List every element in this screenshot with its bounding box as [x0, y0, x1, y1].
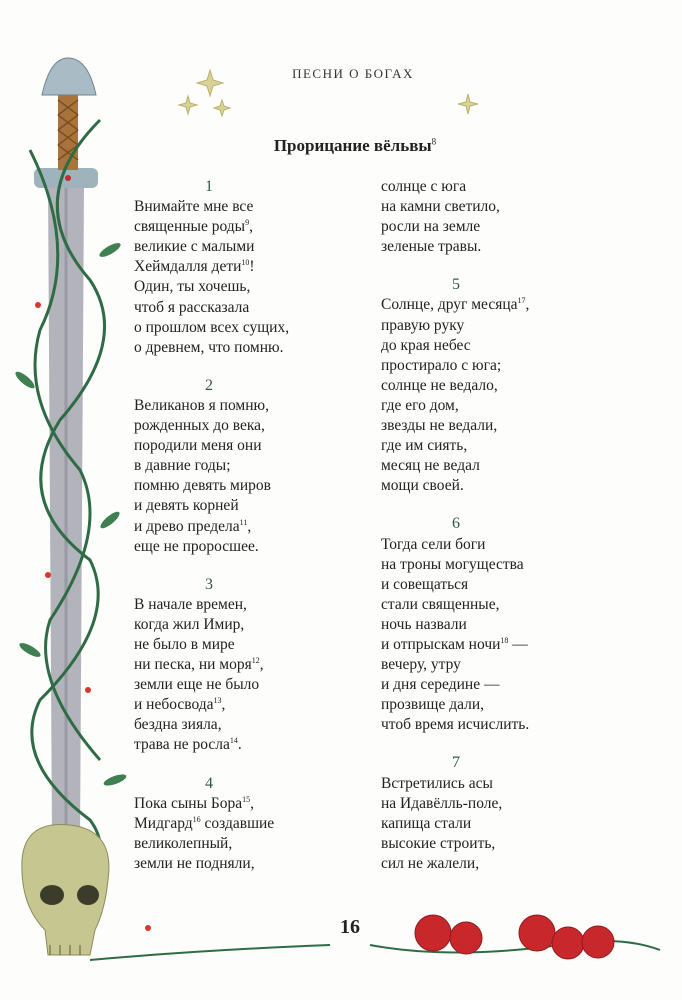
- verse-line: [381, 854, 581, 874]
- verse-line: [134, 436, 334, 456]
- verse-text: Пока сыны Бора: [134, 794, 243, 812]
- running-header: ПЕСНИ О БОГАХ: [292, 66, 414, 81]
- stanza: [134, 177, 334, 358]
- verse-line: [381, 635, 581, 655]
- footnote-ref: 13: [213, 696, 222, 706]
- verse-line: [381, 376, 581, 396]
- verse-line: [381, 715, 581, 735]
- verse-text: месяц не ведал: [381, 457, 480, 475]
- verse-text: земли еще не было: [134, 676, 260, 694]
- verse-line: [381, 774, 581, 794]
- verse-line: [134, 854, 334, 874]
- verse-text: великолепный,: [134, 834, 233, 852]
- verse-text: зеленые травы.: [381, 238, 482, 256]
- verse-line: [381, 436, 581, 456]
- verse-line: [381, 675, 581, 695]
- verse-line: [134, 476, 334, 496]
- verse-text: чтоб время исчислить.: [381, 716, 530, 734]
- footnote-ref: 8: [431, 136, 437, 147]
- verse-text: на Идавёлль-поле,: [381, 794, 503, 812]
- verse-line: [381, 197, 581, 217]
- verse-line: [134, 517, 334, 537]
- stanza: [381, 275, 581, 496]
- verse-text: ночь назвали: [381, 615, 467, 633]
- footnote-ref: 17: [517, 296, 526, 306]
- verse-line: [134, 595, 334, 615]
- verse-text: простирало с юга;: [381, 356, 502, 374]
- verse-text: правую руку: [381, 316, 465, 334]
- verse-line: [381, 237, 581, 257]
- verse-text: создавшие: [200, 814, 275, 832]
- verse-text: Солнце, друг месяца: [381, 296, 518, 314]
- skull-icon: [22, 824, 109, 955]
- verse-line: [381, 316, 581, 336]
- right-column: [381, 177, 581, 892]
- verse-text: о древнем, что помню.: [134, 338, 284, 356]
- verse-line: [381, 356, 581, 376]
- verse-line: [381, 595, 581, 615]
- verse-text: бездна зияла,: [134, 716, 222, 734]
- verse-text: где им сиять,: [381, 437, 468, 455]
- verse-line: [134, 537, 334, 557]
- stanza-number: 2: [205, 376, 213, 394]
- verse-line: [134, 416, 334, 436]
- poem-title: [200, 136, 510, 156]
- left-column: [134, 177, 334, 892]
- verse-line: [134, 695, 334, 715]
- verse-line: [381, 615, 581, 635]
- verse-line: [134, 456, 334, 476]
- stanza-number: 7: [452, 754, 460, 772]
- verse-line: [134, 834, 334, 854]
- verse-text: в давние годы;: [134, 457, 231, 475]
- verse-text: высокие строить,: [381, 834, 496, 852]
- verse-text: трава не росла: [134, 736, 230, 754]
- verse-text: ни песка, ни моря: [134, 656, 252, 674]
- stanza: [134, 376, 334, 557]
- stanza: [381, 753, 581, 874]
- verse-line: [381, 336, 581, 356]
- verse-text: помню девять миров: [134, 477, 271, 495]
- stanza-number: 3: [205, 575, 213, 593]
- stanza: [134, 575, 334, 756]
- verse-text: —: [508, 635, 528, 653]
- verse-text: росли на земле: [381, 218, 481, 236]
- verse-line: [134, 735, 334, 755]
- title-text: Прорицание вёльвы: [273, 136, 432, 155]
- verse-text: и совещаться: [381, 575, 469, 593]
- verse-line: [381, 535, 581, 555]
- verse-text: солнце не ведало,: [381, 376, 498, 394]
- verse-text: великие с малыми: [134, 238, 255, 256]
- stanza-number: 4: [205, 774, 213, 792]
- verse-text: звезды не ведали,: [381, 417, 498, 435]
- stanza: [381, 177, 581, 257]
- verse-text: рожденных до века,: [134, 417, 265, 435]
- footnote-ref: 16: [192, 814, 201, 824]
- verse-text: и отпрыскам ночи: [381, 635, 501, 653]
- verse-line: [134, 396, 334, 416]
- verse-text: сил не жалели,: [381, 854, 480, 872]
- footnote-ref: 10: [241, 258, 250, 268]
- verse-text: и древо предела: [134, 517, 240, 535]
- verse-text: Тогда сели боги: [381, 535, 486, 553]
- verse-text: Встретились асы: [381, 774, 493, 792]
- verse-line: [381, 794, 581, 814]
- verse-line: [381, 814, 581, 834]
- verse-line: [381, 834, 581, 854]
- footnote-ref: 9: [245, 218, 250, 228]
- verse-line: [381, 695, 581, 715]
- verse-text: солнце с юга: [381, 178, 467, 195]
- verse-text: капища стали: [381, 814, 472, 832]
- verse-line: [381, 177, 581, 197]
- verse-text: прозвище дали,: [381, 696, 485, 714]
- verse-line: [381, 295, 581, 315]
- verse-text: ,: [250, 794, 255, 812]
- verse-line: [381, 555, 581, 575]
- verse-text: ,: [221, 696, 226, 714]
- stanza-number: 1: [205, 178, 213, 195]
- verse-line: [134, 715, 334, 735]
- verse-line: [134, 675, 334, 695]
- verse-line: [134, 635, 334, 655]
- verse-text: священные роды: [134, 218, 246, 236]
- verse-line: [134, 338, 334, 358]
- verse-text: и небосвода: [134, 696, 214, 714]
- verse-line: [134, 814, 334, 834]
- footnote-ref: 14: [229, 736, 238, 746]
- verse-text: ,: [525, 296, 530, 314]
- verse-line: [134, 277, 334, 297]
- verse-line: [134, 496, 334, 516]
- verse-line: [134, 197, 334, 217]
- verse-text: на камни светило,: [381, 198, 500, 216]
- verse-text: и дня середине —: [381, 676, 500, 694]
- verse-line: [381, 416, 581, 436]
- verse-text: .: [237, 736, 242, 754]
- stanza: [381, 514, 581, 735]
- verse-text: стали священные,: [381, 595, 500, 613]
- verse-line: [134, 237, 334, 257]
- verse-text: где его дом,: [381, 396, 459, 414]
- footnote-ref: 15: [242, 794, 251, 804]
- verse-text: не было в мире: [134, 635, 235, 653]
- verse-text: !: [249, 258, 255, 276]
- verse-text: еще не проросшее.: [134, 537, 259, 555]
- verse-text: ,: [249, 218, 253, 236]
- verse-line: [134, 318, 334, 338]
- verse-text: ,: [259, 656, 264, 674]
- verse-line: [134, 655, 334, 675]
- verse-text: Один, ты хочешь,: [134, 278, 251, 296]
- footnote-ref: 12: [251, 655, 260, 665]
- verse-line: [134, 298, 334, 318]
- verse-text: когда жил Имир,: [134, 615, 245, 633]
- stanza-number: 6: [452, 515, 460, 533]
- verse-text: В начале времен,: [134, 595, 247, 613]
- verse-text: Великанов я помню,: [134, 396, 269, 414]
- verse-text: ,: [247, 517, 252, 535]
- stanza-number: 5: [452, 276, 460, 294]
- verse-text: чтоб я рассказала: [134, 298, 250, 316]
- verse-text: породили меня они: [134, 437, 262, 455]
- verse-text: на троны могущества: [381, 555, 524, 573]
- verse-line: [381, 396, 581, 416]
- footnote-ref: 18: [500, 635, 509, 645]
- verse-text: земли не подняли,: [134, 854, 255, 872]
- verse-line: [381, 575, 581, 595]
- verse-text: о прошлом всех сущих,: [134, 318, 290, 336]
- verse-text: до края небес: [381, 336, 471, 354]
- verse-line: [381, 476, 581, 496]
- verse-line: [134, 615, 334, 635]
- verse-text: мощи своей.: [381, 477, 464, 495]
- verse-line: [381, 655, 581, 675]
- verse-text: вечеру, утру: [381, 656, 461, 674]
- page-number: 16: [340, 916, 360, 938]
- footnote-ref: 11: [239, 517, 248, 527]
- verse-text: Внимайте мне все: [134, 198, 254, 216]
- verse-line: [134, 217, 334, 237]
- verse-line: [134, 794, 334, 814]
- verse-text: и девять корней: [134, 497, 239, 515]
- verse-line: [134, 257, 334, 277]
- verse-line: [381, 217, 581, 237]
- verse-text: Мидгард: [134, 814, 193, 832]
- verse-text: Хеймдалля дети: [134, 258, 242, 276]
- verse-line: [381, 456, 581, 476]
- stanza: [134, 774, 334, 874]
